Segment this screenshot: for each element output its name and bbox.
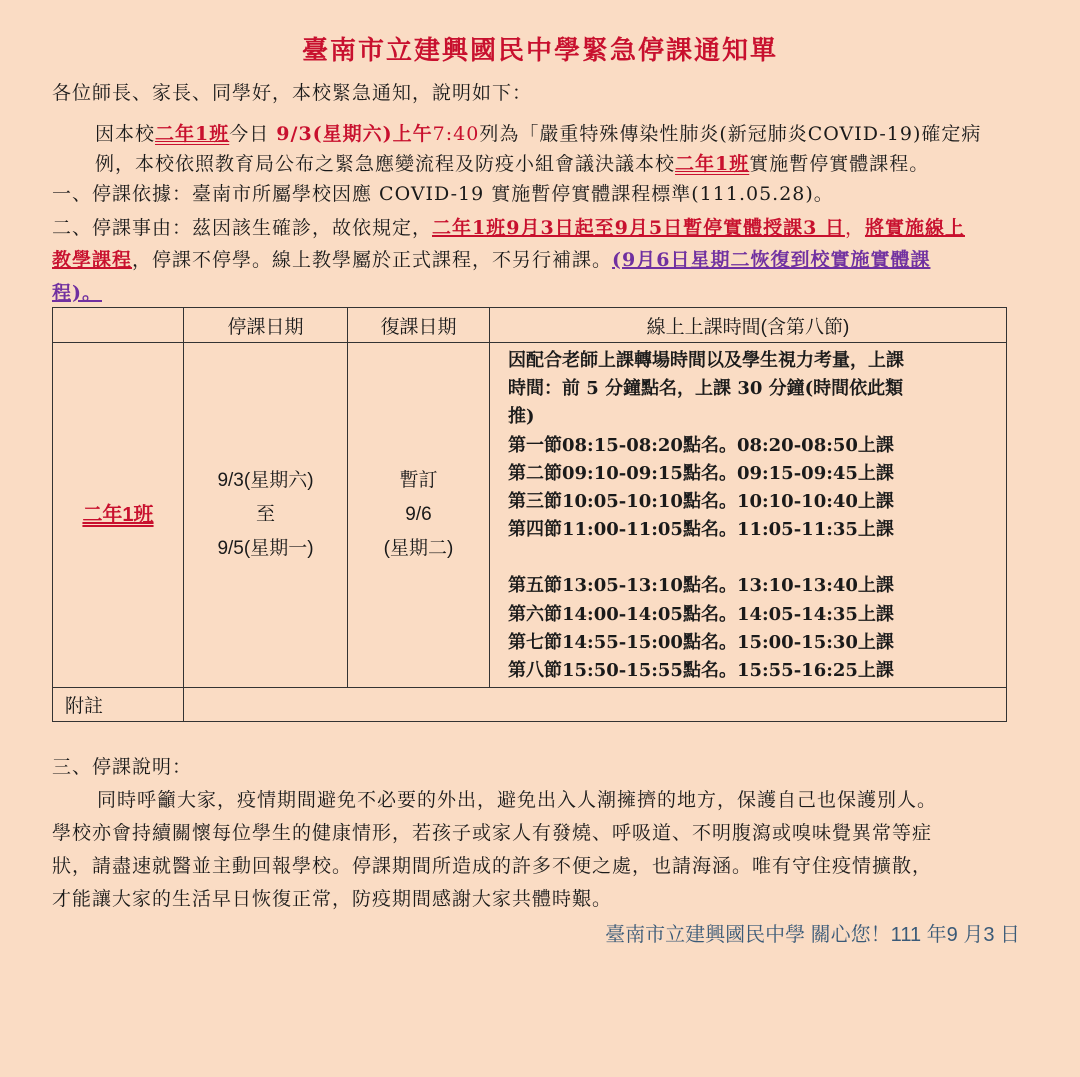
- reason-line-2: 教學課程，停課不停學。線上教學屬於正式課程，不另行補課。(9月6日星期二恢復到校實施實體課: [52, 249, 931, 271]
- class-name-highlight: 二年1班: [675, 153, 750, 175]
- online-highlight-cont: 教學課程: [52, 249, 133, 271]
- remark-row: [53, 688, 1007, 722]
- period-item: 第八節15:50-15:55點名。15:55-16:25上課: [508, 660, 894, 682]
- date-highlight: 9/3(星期六)上午: [276, 123, 433, 145]
- schedule-note: 因配合老師上課轉場時間以及學生視力考量，上課: [508, 350, 904, 371]
- table-header-cell: [53, 308, 184, 343]
- explain-line: 才能讓大家的生活早日恢復正常，防疫期間感謝大家共體時艱。: [52, 888, 613, 910]
- intro-line-2: 例，本校依照教育局公布之緊急應變流程及防疫小組會議決議本校二年1班實施暫停實體課程。: [95, 153, 930, 175]
- basis: 一、停課依據：臺南市所屬學校因應 COVID-19 實施暫停實體課程標準(111.05.28)。: [52, 183, 834, 205]
- remark-value: [184, 688, 1007, 722]
- suspension-highlight: 二年1班9月3日起至9月5日暫停實體授課3 日: [432, 217, 845, 239]
- intro-line-1: 因本校二年1班今日 9/3(星期六)上午7:40列為「嚴重特殊傳染性肺炎(新冠肺炎COVID-19)確定病: [95, 123, 982, 145]
- period-item: 第一節08:15-08:20點名。08:20-08:50上課: [508, 434, 894, 456]
- schedule-note: 推): [508, 406, 535, 428]
- table-header-cell: 復課日期: [348, 308, 490, 343]
- page-title: 臺南市立建興國民中學緊急停課通知單: [301, 36, 778, 66]
- resume-date-cell: 暫訂 9/6 (星期二): [348, 343, 490, 688]
- online-schedule-cell: [490, 343, 1007, 688]
- online-highlight: 將實施線上: [864, 217, 965, 239]
- suspend-date-cell: 9/3(星期六) 至 9/5(星期一): [184, 343, 348, 688]
- explain-heading: 三、停課說明：: [52, 756, 193, 778]
- reason-line-3: [52, 278, 102, 305]
- table-header-cell: 線上上課時間(含第八節): [490, 308, 1007, 343]
- period-item: 第七節14:55-15:00點名。15:00-15:30上課: [508, 631, 894, 653]
- remark-label: 附註: [53, 688, 184, 722]
- period-item: 第五節13:05-13:10點名。13:10-13:40上課: [508, 575, 894, 597]
- greeting: 各位師長、家長、同學好，本校緊急通知，說明如下：: [52, 82, 533, 104]
- period-item: 第三節10:05-10:10點名。10:10-10:40上課: [508, 491, 894, 513]
- resume-note: (9月6日星期二恢復到校實施實體課: [612, 249, 931, 271]
- period-item: 第四節11:00-11:05點名。11:05-11:35上課: [508, 519, 894, 541]
- reason-line-1: 二、停課事由：茲因該生確診，故依規定，二年1班9月3日起至9月5日暫停實體授課3 日，將實施線上: [52, 217, 965, 239]
- table-header-row: [53, 308, 1007, 343]
- explain-line: 學校亦會持續關懷每位學生的健康情形，若孩子或家人有發燒、呼吸道、不明腹瀉或嗅味覺異常等症: [52, 822, 933, 844]
- period-item: 第六節14:00-14:05點名。14:05-14:35上課: [508, 603, 894, 625]
- resume-note-cont: 程)。: [52, 282, 102, 304]
- explain-line: 狀，請盡速就醫並主動回報學校。停課期間所造成的許多不便之處，也請海涵。唯有守住疫情擴散，: [52, 855, 933, 877]
- period-item: 第二節09:10-09:15點名。09:15-09:45上課: [508, 462, 894, 484]
- class-name-highlight: 二年1班: [155, 123, 230, 145]
- schedule-table: [52, 307, 1007, 722]
- class-cell: 二年1班: [53, 343, 184, 688]
- footer-signature: 臺南市立建興國民中學 關心您！111 年9 月3 日: [605, 924, 1020, 946]
- table-row: [53, 343, 1007, 688]
- explain-line: 同時呼籲大家，疫情期間避免不必要的外出，避免出入人潮擁擠的地方，保護自己也保護別人。: [97, 789, 938, 811]
- table-header-cell: 停課日期: [184, 308, 348, 343]
- schedule-note: 時間：前 5 分鐘點名，上課 30 分鐘(時間依此類: [508, 378, 904, 400]
